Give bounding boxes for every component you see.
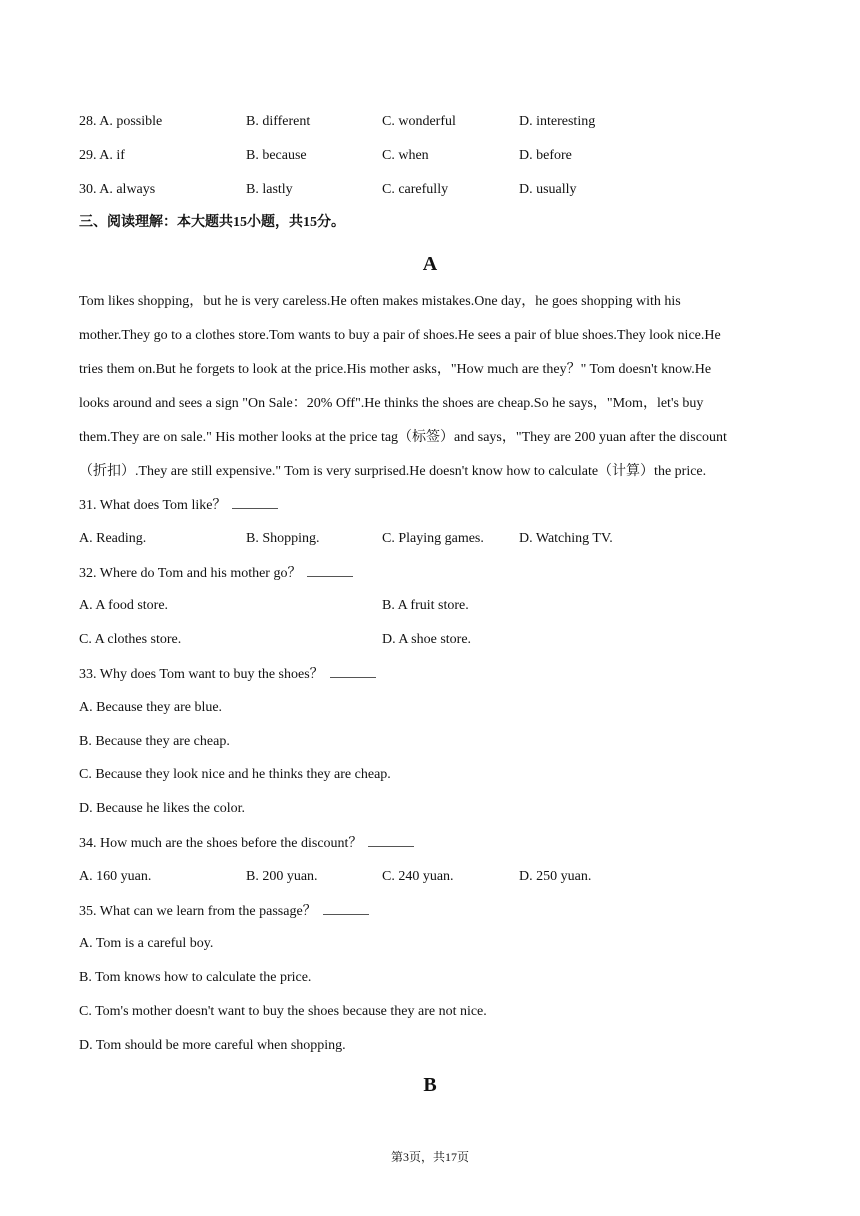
question-text: 34. How much are the shoes before the discount？: [79, 836, 363, 851]
question-text: 32. Where do Tom and his mother go？: [79, 566, 302, 581]
answer-blank: [330, 665, 376, 678]
option-a: A. A food store.: [79, 598, 169, 613]
passage-line: （折扣）.They are still expensive." Tom is very surprised.He doesn't know how to calculate（计算）the price.: [79, 464, 707, 479]
option-a: A. 160 yuan.: [79, 869, 152, 884]
passage-b-title: B: [423, 1074, 437, 1096]
option-b: B. 200 yuan.: [246, 869, 318, 884]
option-b: B. A fruit store.: [382, 598, 469, 613]
option-c: C. Tom's mother doesn't want to buy the shoes because they are not nice.: [79, 1004, 487, 1019]
option-text: C. when: [382, 148, 429, 163]
question-32: [79, 564, 353, 583]
option-d: D. Because he likes the color.: [79, 801, 246, 816]
question-35: [79, 902, 369, 921]
passage-a-title: A: [422, 253, 438, 275]
option-b: B. Tom knows how to calculate the price.: [79, 970, 312, 985]
question-text: 35. What can we learn from the passage？: [79, 904, 317, 919]
question-34: [79, 834, 414, 853]
option-c: C. A clothes store.: [79, 632, 182, 647]
answer-blank: [368, 834, 414, 847]
option-text: B. because: [246, 148, 307, 163]
option-d: D. Watching TV.: [519, 531, 613, 546]
option-c: C. Because they look nice and he thinks they are cheap.: [79, 767, 391, 782]
option-text: 29. A. if: [79, 148, 125, 163]
answer-blank: [232, 496, 278, 509]
passage-line: mother.They go to a clothes store.Tom wants to buy a pair of shoes.He sees a pair of blue shoes.They look nice.He: [79, 328, 721, 343]
passage-line: Tom likes shopping，but he is very careless.He often makes mistakes.One day，he goes shopping with his: [79, 294, 681, 309]
option-text: D. usually: [519, 182, 577, 197]
question-text: 31. What does Tom like？: [79, 498, 227, 513]
question-31: [79, 496, 278, 515]
option-c: C. 240 yuan.: [382, 869, 454, 884]
passage-line: looks around and sees a sign "On Sale：20% Off".He thinks the shoes are cheap.So he says，"Mom，let's buy: [79, 396, 704, 411]
section-heading: 三、阅读理解：本大题共15小题，共15分。: [79, 215, 345, 230]
option-text: B. lastly: [246, 182, 293, 197]
option-text: 28. A. possible: [79, 114, 163, 129]
option-b: B. Shopping.: [246, 531, 320, 546]
option-a: A. Because they are blue.: [79, 700, 223, 715]
option-text: C. wonderful: [382, 114, 456, 129]
option-d: D. A shoe store.: [382, 632, 472, 647]
option-text: D. before: [519, 148, 572, 163]
passage-a-body: [79, 285, 784, 489]
page-footer: 第3页，共17页: [390, 1150, 469, 1164]
question-33: [79, 665, 376, 684]
option-c: C. Playing games.: [382, 531, 484, 546]
option-d: D. 250 yuan.: [519, 869, 592, 884]
passage-line: them.They are on sale." His mother looks at the price tag（标签）and says，"They are 200 yuan after the discount: [79, 430, 727, 445]
question-text: 33. Why does Tom want to buy the shoes？: [79, 667, 324, 682]
option-text: B. different: [246, 114, 311, 129]
passage-line: tries them on.But he forgets to look at the price.His mother asks，"How much are they？" Tom doesn't know.He: [79, 362, 712, 377]
option-text: C. carefully: [382, 182, 449, 197]
answer-blank: [323, 902, 369, 915]
answer-blank: [307, 564, 353, 577]
option-b: B. Because they are cheap.: [79, 734, 230, 749]
option-a: A. Reading.: [79, 531, 147, 546]
option-text: D. interesting: [519, 114, 596, 129]
option-a: A. Tom is a careful boy.: [79, 936, 214, 951]
option-d: D. Tom should be more careful when shopping.: [79, 1038, 346, 1053]
option-text: 30. A. always: [79, 182, 156, 197]
